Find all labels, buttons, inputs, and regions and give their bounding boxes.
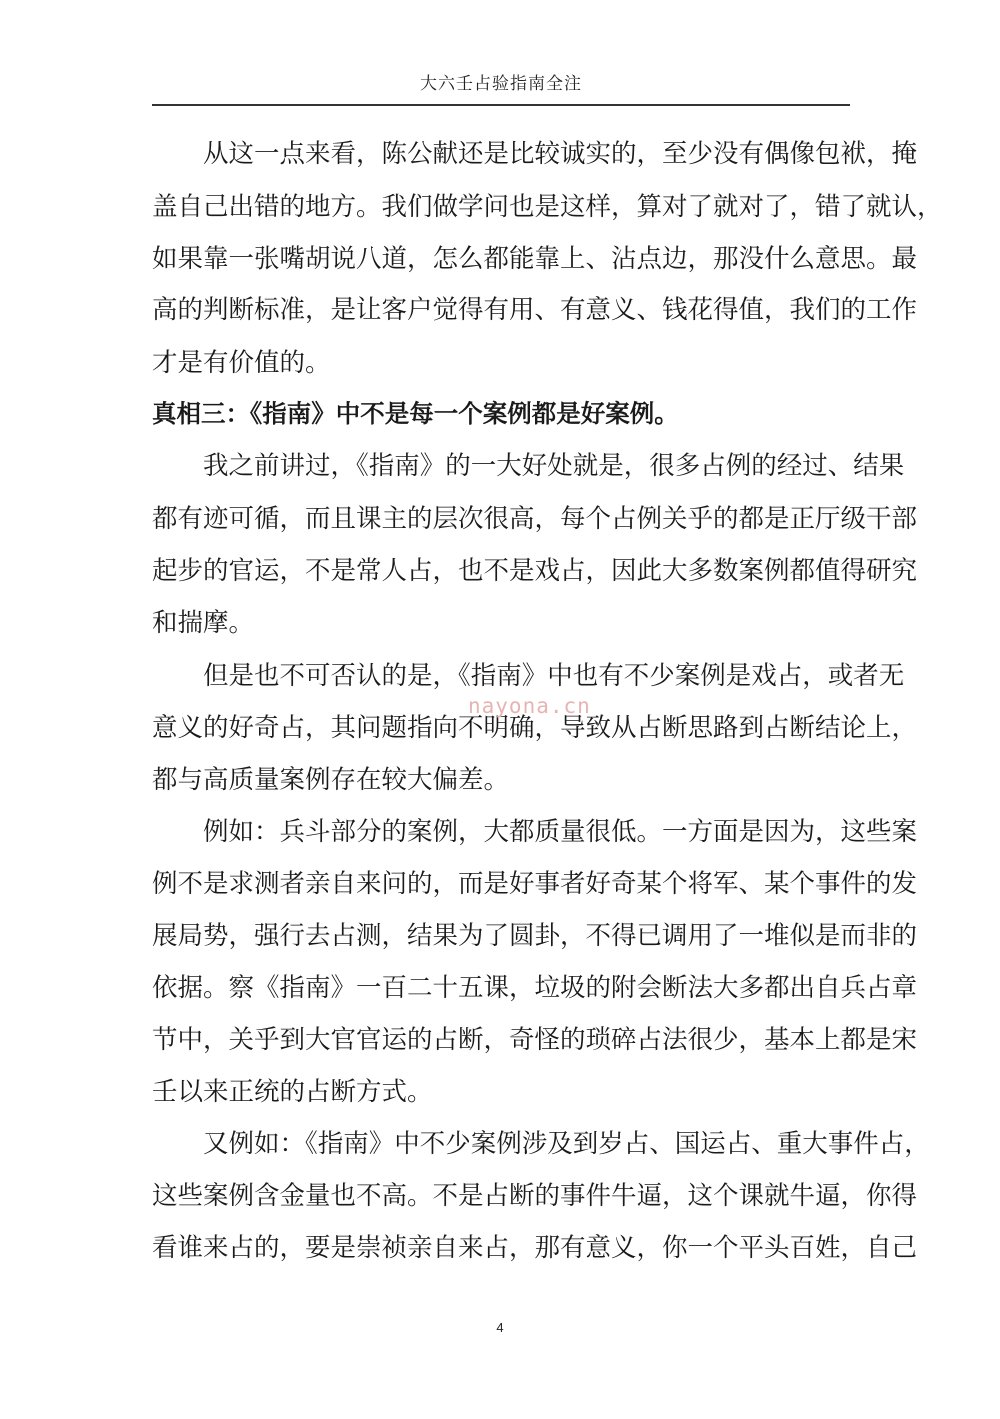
body-text-line: 但是也不可否认的是，《指南》中也有不少案例是戏占，或者无 bbox=[203, 661, 905, 691]
running-header: 大六壬占验指南全注 bbox=[152, 70, 850, 106]
body-text-line: 从这一点来看，陈公献还是比较诚实的，至少没有偶像包袱，掩 bbox=[203, 139, 918, 169]
body-text-line: 依据。察《指南》一百二十五课，垃圾的附会断法大多都出自兵占章 bbox=[152, 973, 918, 1003]
body-text-line: 意义的好奇占，其问题指向不明确，导致从占断思路到占断结论上， bbox=[152, 713, 918, 743]
body-text-line: 看谁来占的，要是崇祯亲自来占，那有意义，你一个平头百姓，自己 bbox=[152, 1233, 918, 1263]
body-text-line: 我之前讲过，《指南》的一大好处就是，很多占例的经过、结果 bbox=[203, 451, 905, 481]
body-text-line: 又例如：《指南》中不少案例涉及到岁占、国运占、重大事件占， bbox=[203, 1129, 930, 1159]
body-text-line: 例如：兵斗部分的案例，大都质量很低。一方面是因为，这些案 bbox=[203, 817, 918, 847]
body-text-line: 高的判断标准，是让客户觉得有用、有意义、钱花得值，我们的工作 bbox=[152, 295, 918, 325]
body-text-line: 盖自己出错的地方。我们做学问也是这样，算对了就对了，错了就认， bbox=[152, 192, 943, 222]
body-text-line: 才是有价值的。 bbox=[152, 348, 331, 378]
watermark-text: nayona.cn bbox=[468, 694, 591, 718]
body-text-line: 节中，关乎到大官官运的占断，奇怪的琐碎占法很少，基本上都是宋 bbox=[152, 1025, 918, 1055]
body-text-line: 和揣摩。 bbox=[152, 608, 255, 638]
body-text-line: 展局势，强行去占测，结果为了圆卦，不得已调用了一堆似是而非的 bbox=[152, 921, 918, 951]
section-heading: 真相三：《指南》中不是每一个案例都是好案例。 bbox=[152, 399, 679, 428]
body-text-line: 壬以来正统的占断方式。 bbox=[152, 1077, 433, 1107]
body-text-line: 起步的官运，不是常人占，也不是戏占，因此大多数案例都值得研究 bbox=[152, 556, 918, 586]
body-text-line: 这些案例含金量也不高。不是占断的事件牛逼，这个课就牛逼，你得 bbox=[152, 1181, 918, 1211]
page-number: 4 bbox=[496, 1320, 504, 1335]
body-text-line: 例不是求测者亲自来问的，而是好事者好奇某个将军、某个事件的发 bbox=[152, 869, 918, 899]
body-text-line: 都有迹可循，而且课主的层次很高，每个占例关乎的都是正厅级干部 bbox=[152, 504, 918, 534]
body-text-line: 如果靠一张嘴胡说八道，怎么都能靠上、沾点边，那没什么意思。最 bbox=[152, 244, 918, 274]
body-text-line: 都与高质量案例存在较大偏差。 bbox=[152, 765, 510, 795]
